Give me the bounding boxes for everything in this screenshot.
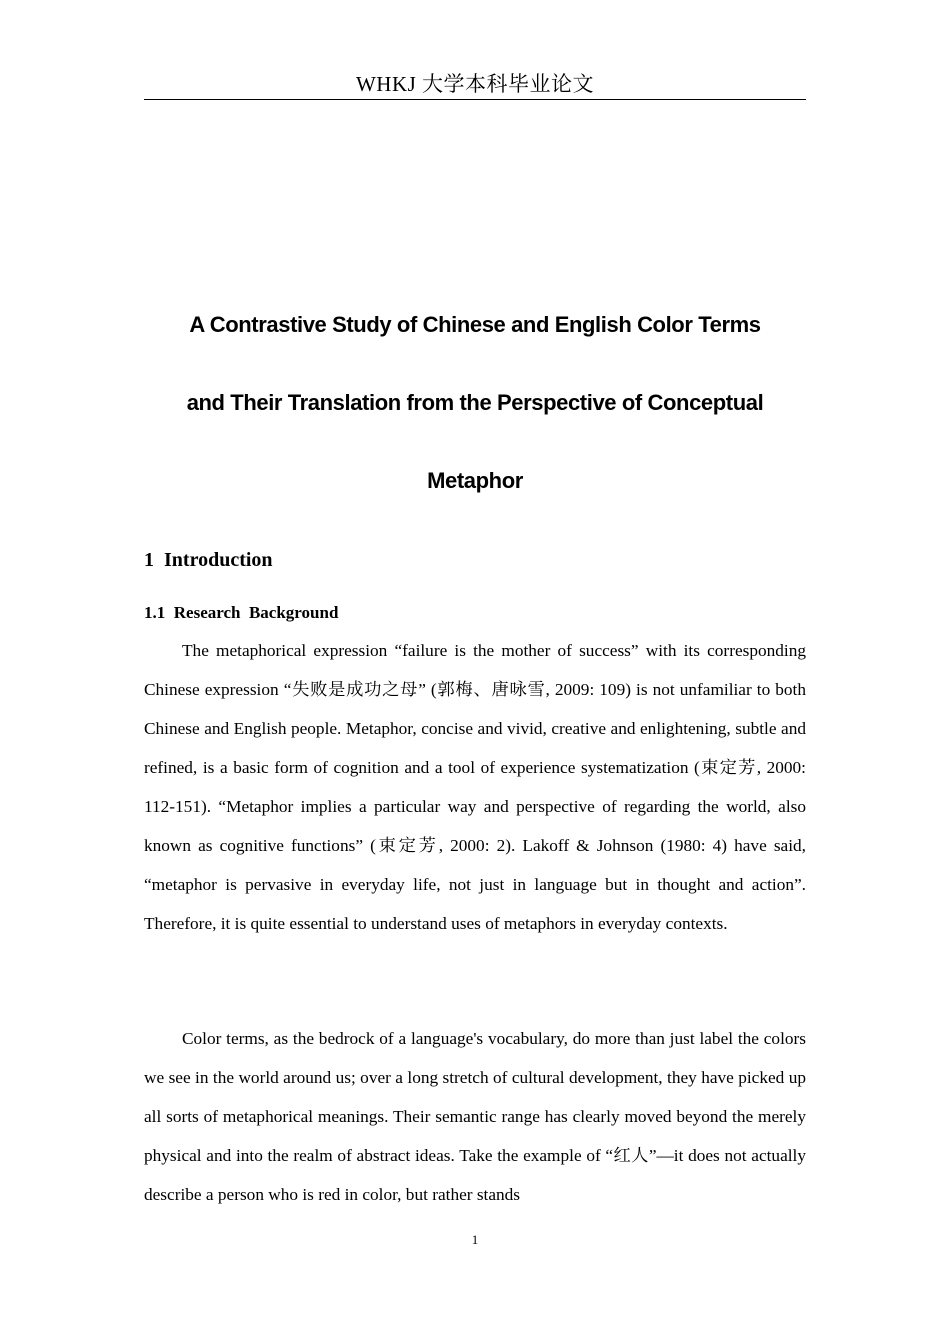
running-header: WHKJ 大学本科毕业论文 <box>355 72 595 96</box>
title-line-1: A Contrastive Study of Chinese and English Color Terms <box>189 312 761 337</box>
body-paragraph-1: The metaphorical expression “failure is the mother of success” with its corresponding Chinese expression “失败是成功之母” (郭梅、唐咏雪, 2009: 109) is not unfamiliar to both Chinese and English people. Metaphor, concise and vivid, creative and enlightening, subtle and refined, is a basic form of cognition and a tool of experience systematization (束定芳, 2000: 112-151). “Metaphor implies a particular way and perspective of regarding the world, also known as cognitive functions” (束定芳, 2000: 2). Lakoff & Johnson (1980: 4) have said, “metaphor is pervasive in everyday life, not just in language but in thought and action”. Therefore, it is quite essential to understand uses of metaphors in everyday contexts. <box>144 641 806 933</box>
section-heading-introduction: 1 Introduction <box>144 549 273 571</box>
page-number: 1 <box>471 1232 479 1247</box>
header-rule <box>144 99 806 100</box>
title-line-3: Metaphor <box>427 468 523 493</box>
document-page <box>144 0 806 1344</box>
title-line-2: and Their Translation from the Perspective of Conceptual <box>186 390 764 415</box>
body-paragraph-2: Color terms, as the bedrock of a language's vocabulary, do more than just label the colors we see in the world around us; over a long stretch of cultural development, they have picked up all sorts of metaphorical meanings. Their semantic range has clearly moved beyond the merely physical and into the realm of abstract ideas. Take the example of “红人”—it does not actually describe a person who is red in color, but rather stands <box>144 1029 806 1204</box>
subsection-heading-research-background: 1.1 Research Background <box>144 603 339 622</box>
